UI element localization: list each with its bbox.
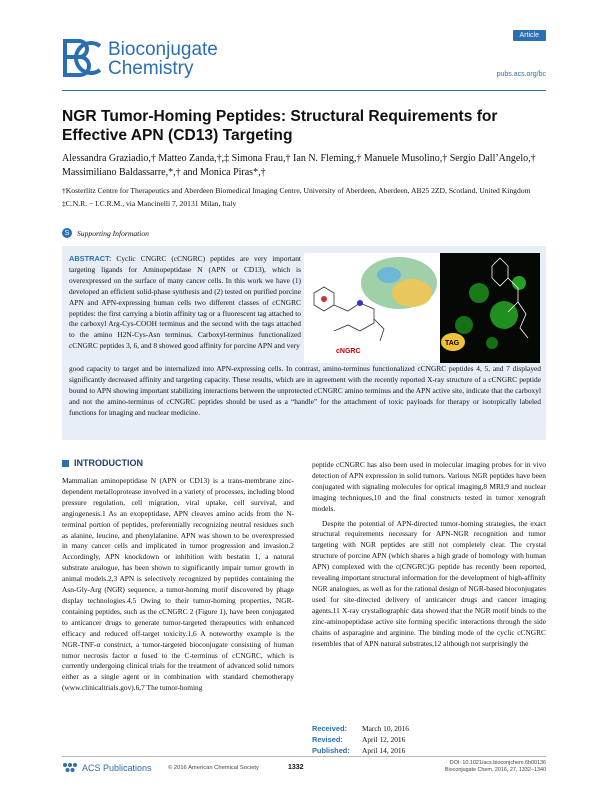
publication-dates bbox=[312, 723, 409, 756]
published-date: April 14, 2016 bbox=[362, 746, 406, 755]
introduction-heading: INTRODUCTION bbox=[74, 458, 143, 468]
abstract-text-top bbox=[69, 254, 301, 352]
toc-graphic bbox=[304, 253, 540, 363]
doi-link[interactable]: DOI: 10.1021/acs.bioconjchem.6b00136 bbox=[449, 760, 546, 766]
journal-name-line2: Chemistry bbox=[108, 58, 194, 79]
affiliations bbox=[62, 185, 546, 211]
protein-structure-icon bbox=[361, 257, 437, 309]
section-marker-icon bbox=[62, 460, 69, 467]
citation: Bioconjugate Chem. 2016, 27, 1332−1340 bbox=[444, 767, 546, 773]
intro-paragraph: peptide cCNGRC has also been used in molecular imaging probes for in vivo detection of APN expression in solid tumors. Various NGR peptides have been conjugated with signaling molecules for optical imaging,8 MRI,9 and nuclear imaging techniques,10 and the final constructs tested in tumor xenograft models. bbox=[312, 460, 546, 513]
intro-paragraph: Despite the potential of APN-directed tumor-homing strategies, the exact structural requirements necessary for APN-NGR recognition and tumor targeting with NGR peptides are still not completely clear. The crystal structure of porcine APN (which shares a high grade of homology with human APN) complexed with the c(CNGRC)G peptide has recently been reported, revealing important structural information for the development of high-affinity NGR analogues, as well as for the rational design of NGR-based bioconjugates used for site-directed delivery of anticancer drugs and cancer imaging agents.11 X-ray crystallographic data showed that the NGR motif binds to the zinc-aminopeptidase active site forming specific interactions through the side chains of asparagine and arginine. The binding mode of the cyclic cCNGRC resembles that of APN natural substrates,12 although not surprisingly the bbox=[312, 518, 546, 648]
journal-logo-icon bbox=[62, 38, 102, 78]
doi-block bbox=[445, 760, 546, 774]
section-heading bbox=[62, 458, 143, 468]
affiliation-1: †Kosterlitz Centre for Therapeutics and Aberdeen Biomedical Imaging Centre, University of Aberdeen, Aberdeen, AB25 2ZD, Scotland, United Kingdom bbox=[62, 186, 531, 195]
journal-name-line1: Bioconjugate bbox=[108, 39, 218, 60]
revised-date: April 12, 2016 bbox=[362, 735, 406, 744]
supporting-information-link[interactable] bbox=[62, 228, 149, 238]
supporting-information-label: Supporting Information bbox=[77, 228, 149, 238]
revised-label: Revised: bbox=[312, 735, 343, 744]
published-label: Published: bbox=[312, 746, 350, 755]
abstract-text-bottom: good capacity to target and be internalized into APN-expressing cells. In contrast, amino-terminus functionalized cCNGRC peptides 4, 5, and 7 displayed significantly decreased affinity and targeting capacity. These results, which are in agreement with the recently reported X-ray structure of a cCNGRC peptide bound to APN showing important stabilizing interactions between the unprotected cCNGRC amino terminus and the APN active site, indicate that the carboxyl and not the amino-terminus of cCNGRC peptides should be used as a “handle” for the attachment of toxic payloads for therapy or isotopically labeled functions for imaging and nuclear medicine. bbox=[69, 364, 541, 417]
toc-peptide-label: cNGRC bbox=[336, 348, 361, 355]
publisher-name: ACS Publications bbox=[82, 763, 152, 773]
journal-url-link[interactable]: pubs.acs.org/bc bbox=[496, 71, 546, 78]
article-title: NGR Tumor-Homing Peptides: Structural Requirements for Effective APN (CD13) Targeting bbox=[62, 108, 498, 144]
right-column bbox=[312, 460, 546, 653]
page-number: 1332 bbox=[288, 764, 304, 771]
toc-tag-label: TAG bbox=[445, 340, 460, 347]
received-label: Received: bbox=[312, 724, 347, 733]
article-type-badge: Article bbox=[513, 30, 546, 41]
abstract-label: ABSTRACT: bbox=[69, 254, 112, 263]
affiliation-2: ‡C.N.R. − I.C.R.M., via Mancinelli 7, 20131 Milan, Italy bbox=[62, 199, 237, 208]
publisher-logo[interactable] bbox=[62, 762, 152, 774]
journal-name bbox=[108, 40, 218, 78]
received-date: March 10, 2016 bbox=[362, 724, 410, 733]
abstract-body-part1: Cyclic CNGRC (cCNGRC) peptides are very important targeting ligands for Aminopeptidase N (APN or CD13), which is overexpressed on the surface of many cancer cells. In this work we have (1) developed an efficient solid-phase synthesis and (2) tested on purified porcine APN and APN-expressing human cells two different classes of cCNGRC peptides: the first carrying a biotin affinity tag or a fluorescent tag attached to the carboxyl Arg-Cys-COOH terminus and the second with the tags attached to the amino H2N-Cys-Asn terminus. Carboxyl-terminus functionalized cCNGRC peptides 3, 6, and 8 showed good affinity for porcine APN and very bbox=[69, 254, 301, 351]
footer-divider bbox=[62, 756, 546, 757]
copyright-notice: © 2016 American Chemical Society bbox=[168, 765, 259, 771]
supporting-info-icon: S bbox=[62, 228, 72, 238]
author-list: Alessandra Graziadio,† Matteo Zanda,†,‡ Simona Frau,† Ian N. Fleming,† Manuele Musolino,† Sergio Dall’Angelo,† Massimiliano Baldassarre,*,† and Monica Piras*,† bbox=[62, 153, 536, 178]
intro-paragraph: Mammalian aminopeptidase N (APN or CD13) is a trans-membrane zinc-dependent metalloprotease involved in a variety of processes, including blood pressure regulation, cell migration, viral uptake, cell survival, and angiogenesis.1 As an exopeptidase, APN cleaves amino acids from the N-terminal portion of peptides, preferentially recognizing neutral residues such as alanine, leucine, and phenylalanine. APN was shown to be overexpressed in many cancer cells and implicated in tumor progression and invasion.2 Accordingly, APN knockdown or inhibition with bestatin 1, a natural substrate analogue, has been shown to significantly impair tumor growth in animal models.2,3 APN is selectively recognized by peptides containing the Asn-Gly-Arg (NGR) sequence, a tumor-homing motif discovered by phage display technologies.4,5 Owing to their tumor-homing properties, NGR-containing peptides, such as the cCNGRC 2 (Figure 1), have been conjugated to anticancer drugs to generate tumor-targeted therapeutics with enhanced efficacy and reduced off-target toxicity.1,6 A noteworthy example is the NGR-TNF-α construct, a tumor-targeted bioconjugate consisting of human tumor necrosis factor α fused to the C-terminus of cCNGRC, which is currently undergoing clinical trials for the treatment of advanced solid tumors either as a single agent or in combination with standard chemotherapy (www.clinicaltrials.gov).6,7 The tumor-homing bbox=[62, 476, 294, 693]
header-divider bbox=[62, 90, 546, 91]
acs-logo-icon bbox=[62, 762, 78, 774]
left-column bbox=[62, 476, 294, 698]
